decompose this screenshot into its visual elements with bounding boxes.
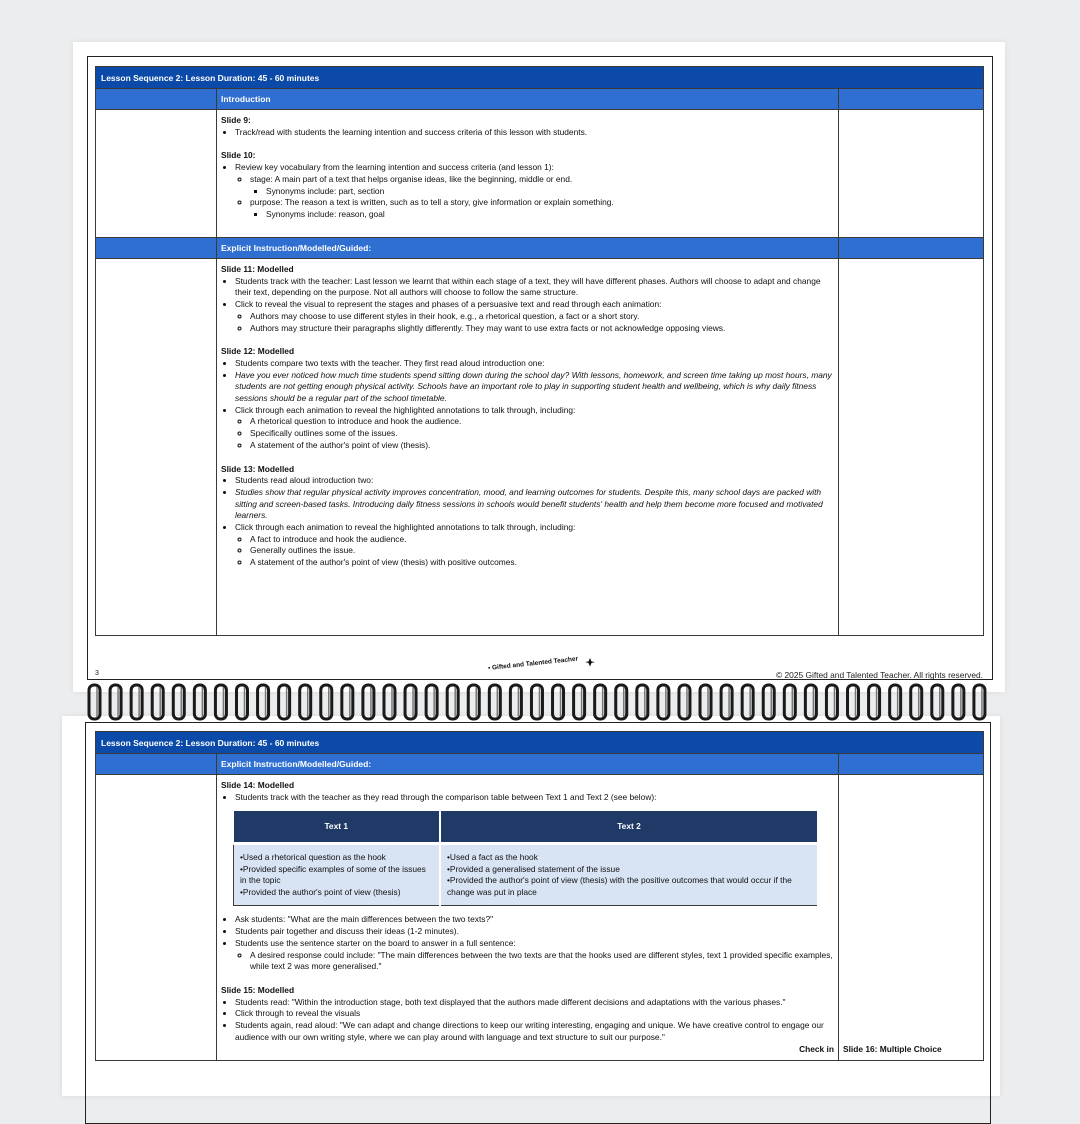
list-item: ◦ Specifically outlines some of the issues. — [250, 428, 834, 440]
binding-ring — [911, 685, 922, 719]
list-item: ◦ A statement of the author's point of view (thesis). — [250, 440, 834, 452]
list-item: • Students again, read aloud: "We can adapt and change directions to keep our writing interesting, engaging and unique. We have creative control to engage our audience with our own writing style, where we can play around with language and text structure to suit our purpose." — [235, 1020, 834, 1043]
slide-16-label: Slide 16: Multiple Choice — [843, 1044, 942, 1055]
binding-ring — [447, 685, 458, 719]
binding-ring — [553, 685, 564, 719]
binding-ring — [510, 685, 521, 719]
list-item: ◦ A statement of the author's point of view (thesis) with positive outcomes. — [250, 557, 834, 569]
binding-ring — [658, 685, 669, 719]
binding-ring — [890, 685, 901, 719]
binding-ring — [763, 685, 774, 719]
lesson-table-page-1 — [95, 66, 984, 636]
binding-ring — [321, 685, 332, 719]
binding-ring — [616, 685, 627, 719]
binding-ring — [236, 685, 247, 719]
svg-text:• Gifted and Talented Teacher: • Gifted and Talented Teacher — [487, 655, 579, 672]
list-item: ▪ Synonyms include: part, section — [266, 186, 834, 198]
section-heading-explicit-instruction: Explicit Instruction/Modelled/Guided: — [217, 238, 839, 259]
list-item: Click through each animation to reveal the highlighted annotations to talk through, including: — [235, 522, 576, 533]
binding-ring — [342, 685, 353, 719]
list-item: Click to reveal the visual to represent the stages and phases of a persuasive text and read through each animation: — [235, 299, 662, 310]
binding-ring — [700, 685, 711, 719]
binding-ring — [468, 685, 479, 719]
binding-ring — [574, 685, 585, 719]
list-item: stage: A main part of a text that helps organise ideas, like the beginning, middle or end. — [250, 173, 573, 184]
section-heading-explicit-instruction: Explicit Instruction/Modelled/Guided: — [217, 754, 839, 775]
list-item: Review key vocabulary from the learning intention and success criteria (and lesson 1): — [235, 162, 554, 173]
comparison-table — [233, 811, 819, 906]
list-item: ▪ Synonyms include: reason, goal — [266, 209, 834, 221]
explicit-instruction-content — [217, 259, 839, 636]
cell-line: •Provided a generalised statement of the issue — [446, 863, 620, 874]
cell-line: •Provided the author's point of view (thesis) with the positive outcomes that would occur if the change was put in place — [446, 875, 792, 898]
binding-ring — [826, 685, 837, 719]
list-item: ◦ Authors may choose to use different styles in their hook, e.g., a rhetorical question, a fact or a short story. — [250, 311, 834, 323]
list-item: • Track/read with students the learning intention and success criteria of this lesson with students. — [235, 127, 834, 139]
lesson-sequence-header: Lesson Sequence 2: Lesson Duration: 45 - 60 minutes — [96, 67, 984, 89]
binding-ring — [721, 685, 732, 719]
explicit-instruction-content — [217, 775, 839, 1061]
binding-ring — [932, 685, 943, 719]
column-header-text-1: Text 1 — [234, 811, 440, 844]
column-header-text-2: Text 2 — [440, 811, 818, 844]
list-item: purpose: The reason a text is written, such as to tell a story, give information or explain something. — [250, 197, 614, 208]
binding-ring — [426, 685, 437, 719]
binding-ring — [595, 685, 606, 719]
check-in-label: Check in — [799, 1044, 834, 1055]
slide-title: Slide 12: Modelled — [221, 346, 295, 357]
slide-title: Slide 11: Modelled — [221, 264, 294, 274]
page-number: 3 — [95, 670, 99, 677]
list-item: Students use the sentence starter on the board to answer in a full sentence: — [235, 937, 516, 948]
list-item: • Students track with the teacher as they read through the comparison table between Text 1 and Text 2 (see below): — [235, 792, 834, 804]
slide-title: Slide 13: Modelled — [221, 463, 295, 474]
binding-ring — [300, 685, 311, 719]
cell-line: •Provided the author's point of view (thesis) — [240, 887, 401, 898]
binding-ring — [89, 685, 100, 719]
binding-ring — [405, 685, 416, 719]
binding-ring — [742, 685, 753, 719]
slide-title: Slide 14: Modelled — [221, 780, 295, 790]
list-item: • Students read: "Within the introduction stage, both text displayed that the authors made different decisions and adaptations with the various phases." — [235, 997, 834, 1009]
copyright-text: © 2025 Gifted and Talented Teacher. All rights reserved. — [776, 670, 983, 680]
list-item: ◦ A fact to introduce and hook the audience. — [250, 534, 834, 546]
binding-ring — [974, 685, 985, 719]
section-heading-introduction: Introduction — [217, 89, 839, 110]
introduction-content — [217, 110, 839, 238]
slide-title: Slide 15: Modelled — [221, 984, 295, 995]
list-item: • Students compare two texts with the teacher. They first read aloud introduction one: — [235, 358, 834, 370]
binding-ring — [531, 685, 542, 719]
binding-ring — [953, 685, 964, 719]
list-item: ◦ Generally outlines the issue. — [250, 545, 834, 557]
text-2-cell — [440, 844, 818, 906]
binding-ring — [869, 685, 880, 719]
binding-ring — [848, 685, 859, 719]
list-item: ◦ A rhetorical question to introduce and hook the audience. — [250, 416, 834, 428]
cell-line: •Provided specific examples of some of the issues in the topic — [240, 863, 426, 886]
binding-ring — [215, 685, 226, 719]
binding-ring — [489, 685, 500, 719]
list-item: • Students track with the teacher: Last lesson we learnt that within each stage of a text, they will have different phases. Authors will choose to adapt and change their text, depending on the purpose. Not all authors will choose to follow the same structure. — [235, 276, 834, 299]
binding-ring — [173, 685, 184, 719]
binding-ring — [805, 685, 816, 719]
list-item: Click through each animation to reveal the highlighted annotations to talk through, including: — [235, 404, 576, 415]
binding-ring — [279, 685, 290, 719]
binding-ring — [258, 685, 269, 719]
cell-line: •Used a rhetorical question as the hook — [240, 852, 386, 862]
binding-ring — [784, 685, 795, 719]
slide-title: Slide 9: — [221, 115, 251, 125]
lesson-table-page-2 — [95, 731, 984, 1061]
spiral-binding — [86, 683, 992, 723]
cell-line: •Used a fact as the hook — [446, 852, 538, 862]
binding-ring — [637, 685, 648, 719]
slide-title: Slide 10: — [221, 150, 256, 161]
binding-ring — [110, 685, 121, 719]
binding-ring — [152, 685, 163, 719]
list-item: • Students pair together and discuss their ideas (1-2 minutes). — [235, 926, 834, 938]
lesson-sequence-header: Lesson Sequence 2: Lesson Duration: 45 - 60 minutes — [96, 732, 984, 754]
list-item: • Ask students: "What are the main differences between the two texts?" — [235, 914, 834, 926]
list-item: ◦ A desired response could include: "The main differences between the two texts are that the hooks used are different styles, text 1 provided specific examples, while text 2 was more generalised." — [250, 950, 834, 973]
text-1-cell — [234, 844, 440, 906]
list-item: • Click through to reveal the visuals — [235, 1008, 834, 1020]
binding-ring — [363, 685, 374, 719]
binding-ring — [131, 685, 142, 719]
list-item: • Have you ever noticed how much time students spend sitting down during the school day? With lessons, homework, and screen time taking up most hours, many students are not getting enough physical activity. Schools have an important role to play in supporting student health and wellbeing, which is why daily fitness sessions should be a regular part of the school timetable. — [235, 370, 834, 405]
list-item: ◦ Authors may structure their paragraphs slightly differently. They may want to use extra facts or not acknowledge opposing views. — [250, 323, 834, 335]
binding-ring — [679, 685, 690, 719]
gifted-talented-teacher-logo — [486, 654, 606, 680]
binding-ring — [194, 685, 205, 719]
list-item: • Studies show that regular physical activity improves concentration, mood, and learning outcomes for students. Despite this, many school days are packed with sitting and screen-based tasks. Introducing daily fitness sessions in schools would benefit students' health and help them become more focused and motivated learners. — [235, 487, 834, 522]
binding-ring — [384, 685, 395, 719]
list-item: • Students read aloud introduction two: — [235, 475, 834, 487]
